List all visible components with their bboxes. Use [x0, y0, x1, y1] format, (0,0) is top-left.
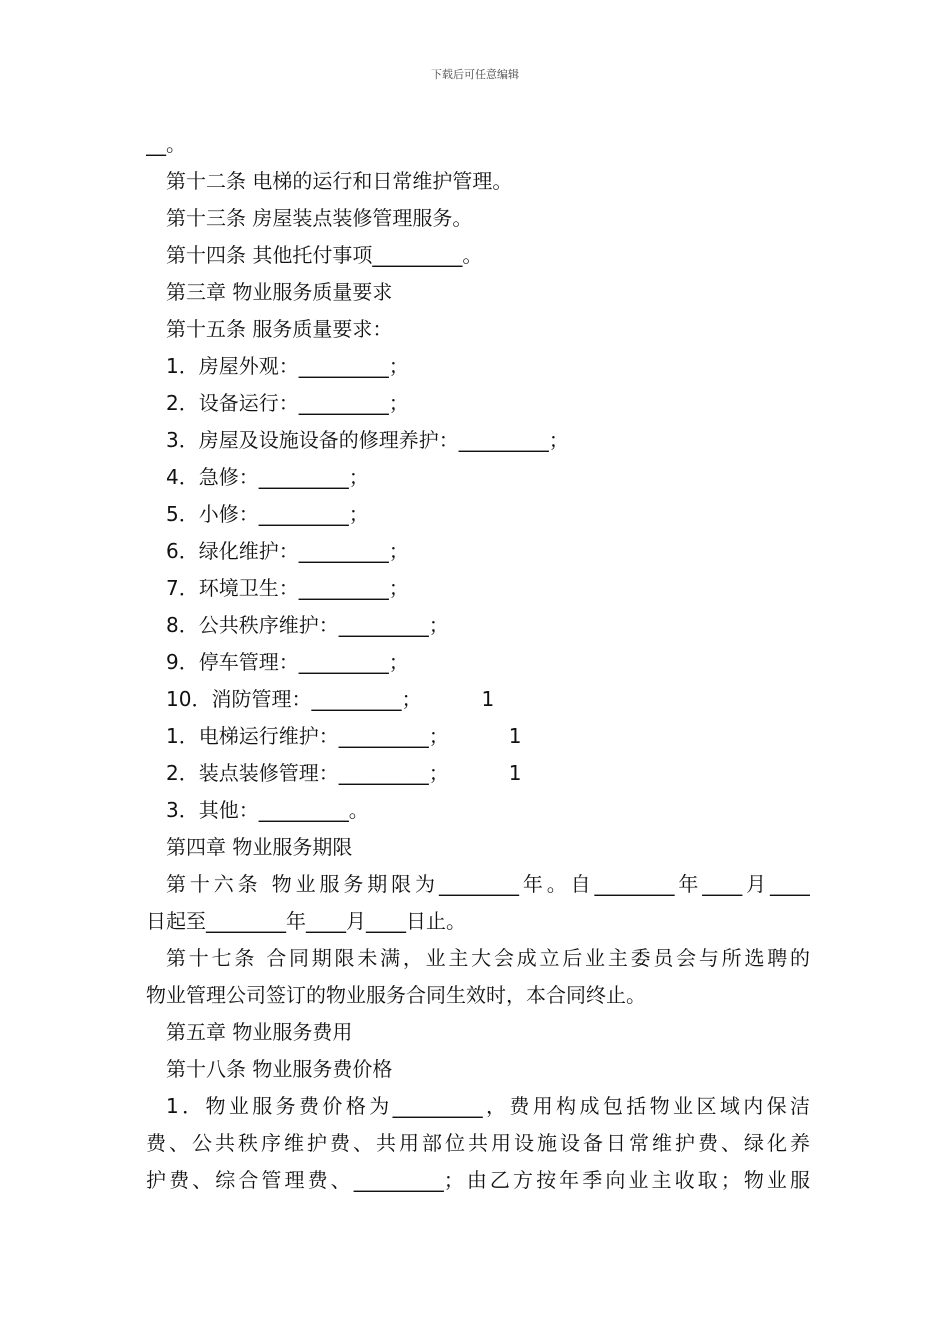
list-item [146, 718, 810, 755]
list-item [146, 755, 810, 792]
list-item: 7．环境卫生：_________； [166, 576, 409, 600]
chapter-5-heading: 第五章 物业服务费用 [166, 1020, 353, 1044]
list-item: 2．设备运行：_________； [166, 391, 409, 415]
list-item: 4．急修：_________； [166, 465, 369, 489]
chapter-3-heading: 第三章 物业服务质量要求 [166, 280, 393, 304]
margin-mark: 1 [508, 724, 522, 748]
fee-paragraph-line-2: 费、公共秩序维护费、共用部位共用设施设备日常维护费、绿化养 [146, 1131, 810, 1155]
list-item-text: 1．电梯运行维护：_________； [166, 724, 449, 748]
margin-mark: 1 [481, 687, 495, 711]
list-item: 9．停车管理：_________； [166, 650, 409, 674]
list-item-text: 2．装点装修管理：_________； [166, 761, 449, 785]
list-item: 3．其他：_________。 [166, 798, 369, 822]
fee-paragraph-line-3: 护费、综合管理费、_________；由乙方按年季向业主收取；物业服 [146, 1168, 810, 1192]
list-item: 5．小修：_________； [166, 502, 369, 526]
list-item: 6．绿化维护：_________； [166, 539, 409, 563]
page-header: 下载后可任意编辑 [431, 68, 519, 81]
clause-13: 第十三条 房屋装点装修管理服务。 [166, 206, 473, 230]
text-line: __。 [146, 132, 186, 156]
list-item [146, 681, 810, 718]
chapter-4-heading: 第四章 物业服务期限 [166, 835, 353, 859]
clause-14: 第十四条 其他托付事项_________。 [166, 243, 483, 267]
clause-15: 第十五条 服务质量要求： [166, 317, 393, 341]
clause-16-line-1: 第十六条 物业服务期限为________年。自________年____月____ [166, 872, 810, 896]
document-body [146, 126, 810, 1199]
clause-16-line-2: 日起至________年____月____日止。 [146, 909, 466, 933]
clause-12: 第十二条 电梯的运行和日常维护管理。 [166, 169, 513, 193]
clause-17-line-2: 物业管理公司签订的物业服务合同生效时，本合同终止。 [146, 983, 646, 1007]
list-item: 3．房屋及设施设备的修理养护：_________； [166, 428, 569, 452]
clause-18: 第十八条 物业服务费价格 [166, 1057, 393, 1081]
list-item: 1．房屋外观：_________； [166, 354, 409, 378]
clause-17-line-1: 第十七条 合同期限未满，业主大会成立后业主委员会与所选聘的 [166, 946, 810, 970]
margin-mark: 1 [508, 761, 522, 785]
fee-paragraph-line-1: 1．物业服务费价格为_________，费用构成包括物业区域内保洁 [166, 1094, 810, 1118]
list-item-text: 10．消防管理：_________； [166, 687, 422, 711]
list-item: 8．公共秩序维护：_________； [166, 613, 449, 637]
